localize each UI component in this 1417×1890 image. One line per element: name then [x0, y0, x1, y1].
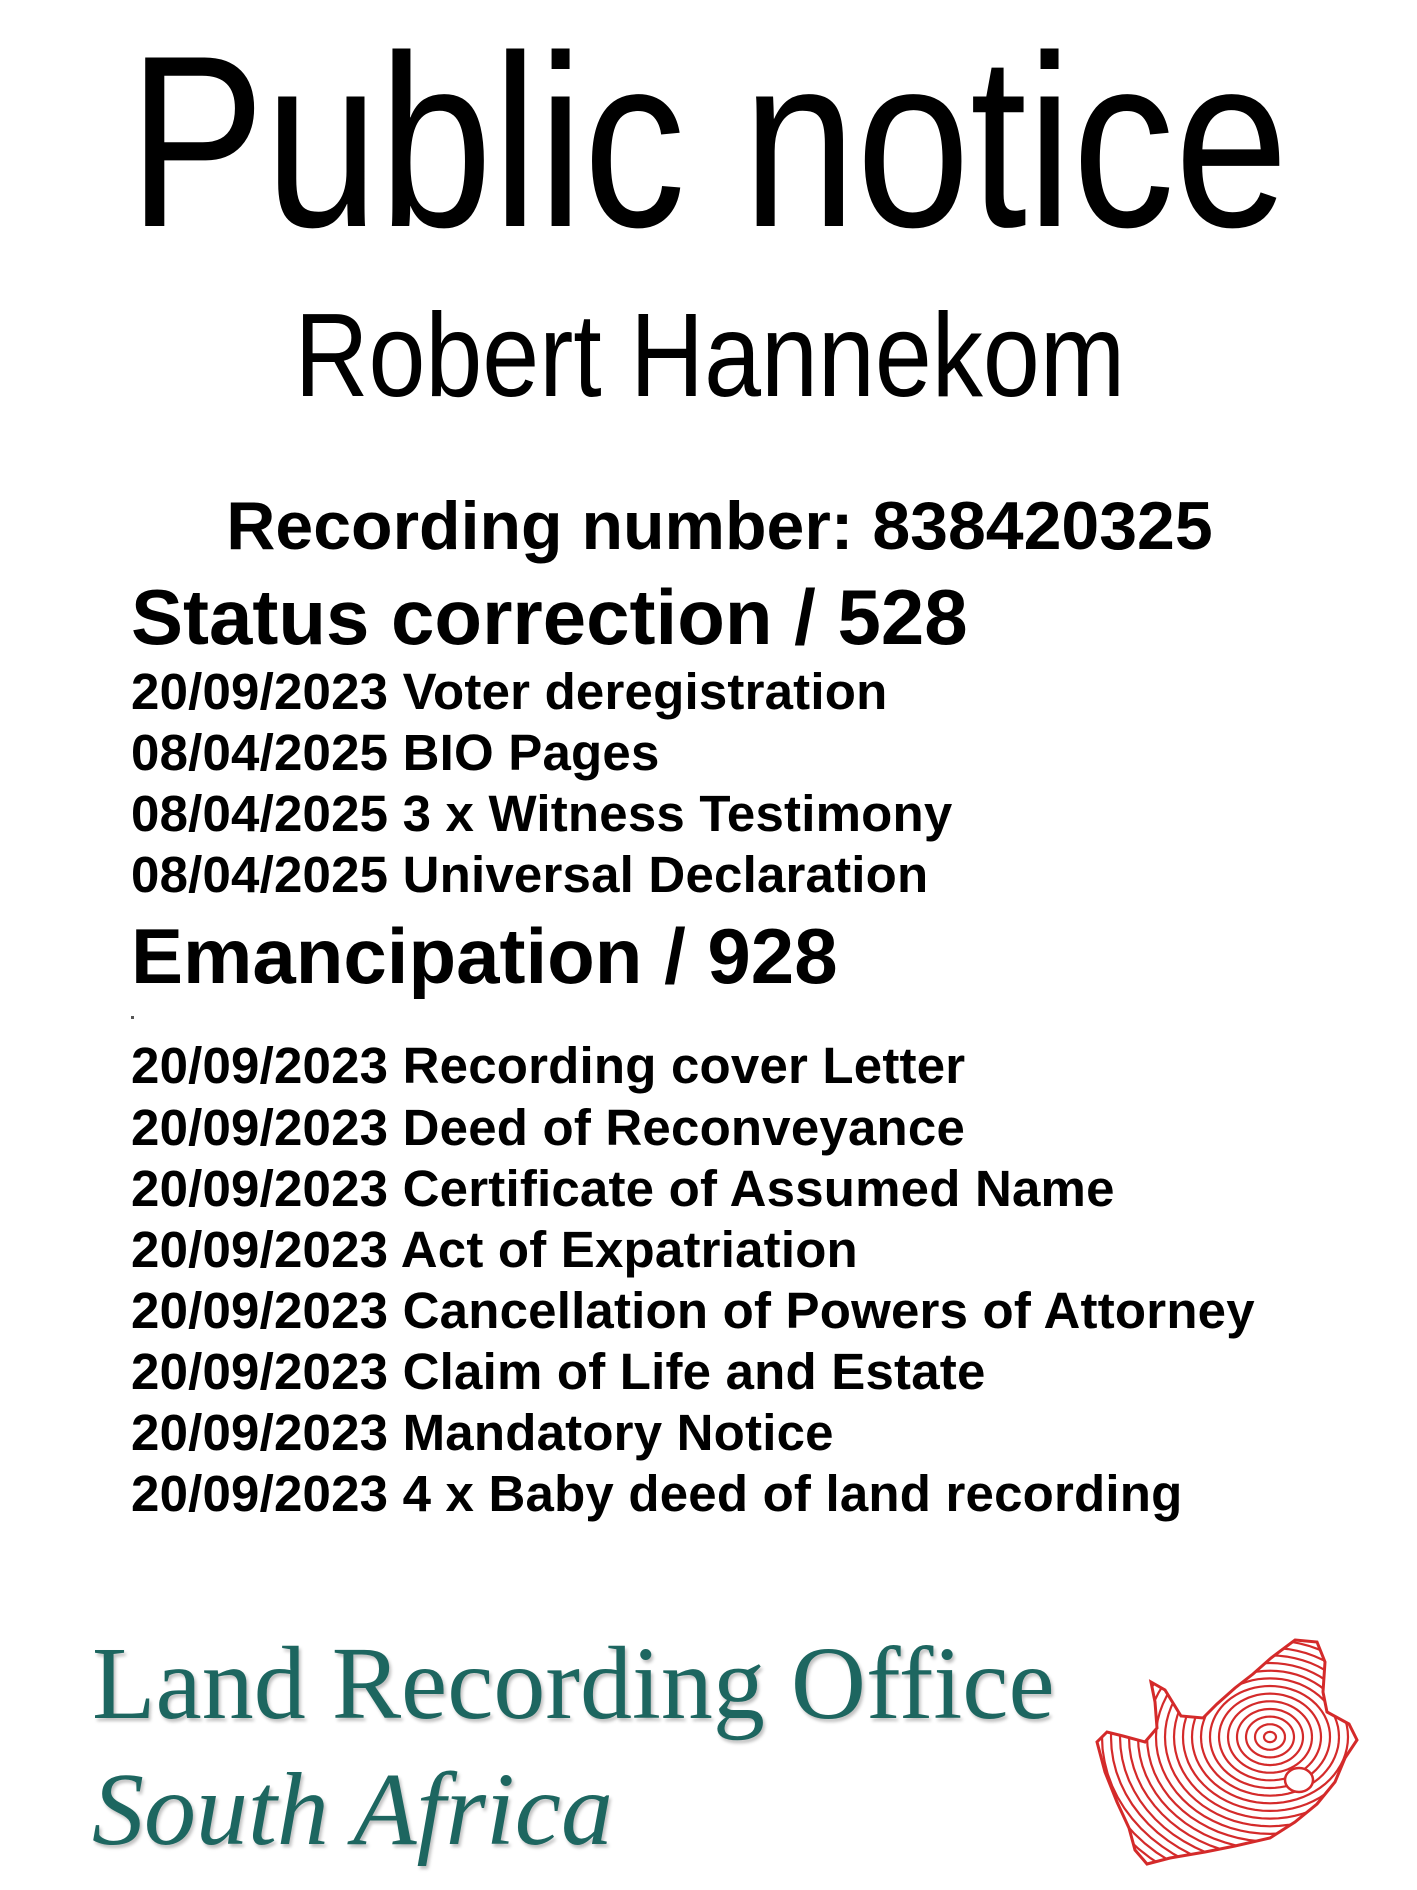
fingerprint-ring [1255, 1724, 1285, 1750]
list-item: 20/09/2023 4 x Baby deed of land recording [131, 1465, 1183, 1522]
list-item: 20/09/2023 Certificate of Assumed Name [131, 1160, 1115, 1217]
fingerprint-ring [1174, 1655, 1363, 1818]
fingerprint-ring [1192, 1671, 1348, 1804]
fingerprint-ring [1228, 1701, 1312, 1772]
fingerprint-ring [1219, 1694, 1321, 1781]
stray-dot [131, 1016, 134, 1019]
recording-number: Recording number: 838420325 [226, 488, 1213, 564]
logo-text-land-recording-office: Land Recording Office [92, 1626, 1055, 1741]
list-item: 08/04/2025 BIO Pages [131, 724, 660, 781]
person-name: Robert Hannekom [294, 289, 1126, 422]
page-title: Public notice [128, 4, 1289, 278]
list-item: 08/04/2025 Universal Declaration [131, 846, 929, 903]
list-item: 20/09/2023 Voter deregistration [131, 663, 888, 720]
list-item: 20/09/2023 Act of Expatriation [131, 1221, 858, 1278]
section-heading-status-correction: Status correction / 528 [131, 573, 968, 661]
logo-text-south-africa: South Africa [92, 1752, 613, 1867]
fingerprint-ring [1246, 1717, 1294, 1758]
south-africa-fingerprint-map-icon [1095, 1632, 1363, 1870]
list-item: 20/09/2023 Claim of Life and Estate [131, 1343, 986, 1400]
fingerprint-ring [1264, 1732, 1276, 1742]
list-item: 20/09/2023 Deed of Reconveyance [131, 1099, 966, 1156]
list-item: 08/04/2025 3 x Witness Testimony [131, 785, 953, 842]
list-item: 20/09/2023 Mandatory Notice [131, 1404, 834, 1461]
list-item: 20/09/2023 Cancellation of Powers of Attorney [131, 1282, 1255, 1339]
fingerprint-ring [1201, 1678, 1339, 1795]
list-item: 20/09/2023 Recording cover Letter [131, 1037, 966, 1094]
section-heading-emancipation: Emancipation / 928 [131, 912, 838, 1000]
